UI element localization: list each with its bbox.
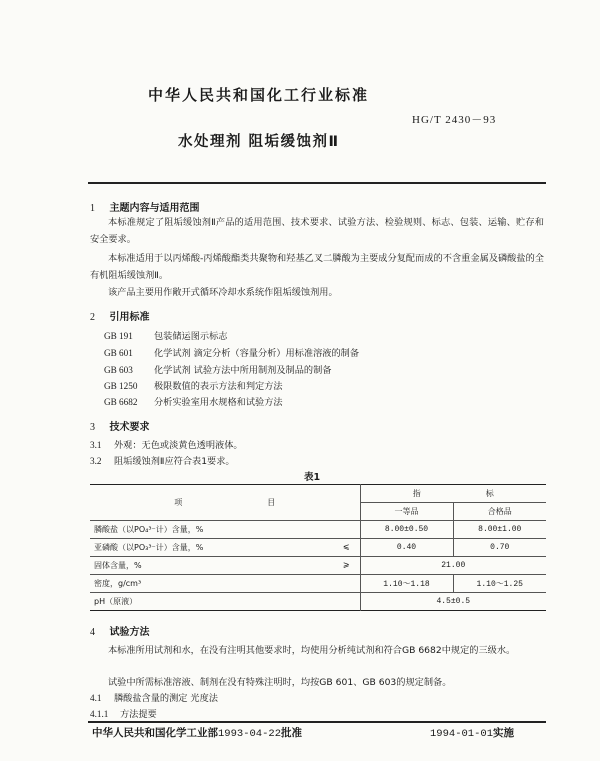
table-header-row bbox=[90, 485, 546, 503]
section-2-title: 引用标准 bbox=[109, 312, 150, 323]
footer-rule bbox=[88, 721, 546, 723]
reference-item bbox=[104, 345, 359, 359]
clause-number: 4.1 bbox=[90, 693, 102, 703]
clause-4-1-1 bbox=[90, 706, 157, 720]
row-value-first: 8.00±0.50 bbox=[360, 521, 453, 539]
header-index bbox=[360, 485, 546, 503]
clause-text: 外观：无色或淡黄色透明液体。 bbox=[114, 440, 243, 451]
clause-number: 3.1 bbox=[90, 440, 102, 450]
row-item-label: 固体含量，% bbox=[94, 561, 142, 570]
approve-date: 1993-04-22 bbox=[218, 728, 282, 740]
document-title: 水处理剂 阻垢缓蚀剂Ⅱ bbox=[178, 134, 340, 150]
clause-number: 3.2 bbox=[90, 456, 102, 466]
implementation-date: 1994-01-01 bbox=[430, 728, 494, 740]
header-grade-first: 一等品 bbox=[360, 503, 453, 521]
row-item bbox=[90, 521, 360, 539]
table-row bbox=[90, 593, 546, 611]
row-item-label: 密度，g/cm³ bbox=[94, 579, 142, 588]
section-4-title: 试验方法 bbox=[109, 627, 150, 638]
section-2-heading bbox=[90, 308, 149, 323]
section-1-heading bbox=[90, 199, 199, 214]
section-2-number: 2 bbox=[90, 312, 95, 323]
table-row bbox=[90, 539, 546, 557]
section-4-heading bbox=[90, 623, 149, 638]
row-item bbox=[90, 593, 360, 611]
header-item-part2: 目 bbox=[267, 498, 276, 507]
row-value-qualified: 0.70 bbox=[453, 539, 546, 557]
clause-3-2 bbox=[90, 453, 235, 467]
section-1-para-1: 本标准规定了阻垢缓蚀剂Ⅱ产品的适用范围、技术要求、试验方法、检验规则、标志、包装、运输、贮存和安全要求。 bbox=[90, 217, 544, 245]
table-row bbox=[90, 557, 546, 575]
row-item-label: 亚磷酸（以PO₃³⁻计）含量，% bbox=[94, 543, 204, 552]
section-4-number: 4 bbox=[90, 627, 95, 638]
reference-title: 包装储运图示标志 bbox=[154, 331, 228, 342]
row-item bbox=[90, 557, 360, 575]
row-item bbox=[90, 539, 360, 557]
spec-table bbox=[90, 484, 546, 611]
row-operator: ⩽ bbox=[342, 542, 350, 551]
table-row bbox=[90, 521, 546, 539]
footer-approval bbox=[92, 725, 302, 740]
reference-item bbox=[104, 362, 331, 376]
header-item bbox=[90, 485, 360, 521]
reference-code: GB 601 bbox=[104, 348, 133, 358]
clause-3-1 bbox=[90, 437, 243, 451]
clause-number: 4.1.1 bbox=[90, 709, 109, 719]
clause-4-1 bbox=[90, 690, 218, 704]
header-index-part1: 指 bbox=[412, 489, 421, 498]
clause-text: 阻垢缓蚀剂Ⅱ应符合表1要求。 bbox=[114, 456, 235, 467]
reference-code: GB 603 bbox=[104, 365, 133, 375]
section-4-para-2: 试验中所需标准溶液、制剂在没有特殊注明时，均按GB 601、GB 603的规定制备。 bbox=[108, 677, 452, 688]
reference-title: 分析实验室用水规格和试验方法 bbox=[154, 397, 283, 408]
row-value-qualified: 1.10～1.25 bbox=[453, 575, 546, 593]
reference-title: 极限数值的表示方法和判定方法 bbox=[154, 381, 283, 392]
section-1-number: 1 bbox=[90, 203, 95, 214]
header-rule bbox=[88, 182, 546, 184]
reference-code: GB 191 bbox=[104, 331, 133, 341]
row-value-qualified: 8.00±1.00 bbox=[453, 521, 546, 539]
header-index-part2: 标 bbox=[485, 489, 494, 498]
table-caption: 表1 bbox=[304, 472, 321, 483]
clause-text: 方法提要 bbox=[120, 709, 157, 720]
issuer: 中华人民共和国化学工业部 bbox=[92, 727, 218, 739]
section-4-para-1: 本标准所用试剂和水，在没有注明其他要求时，均使用分析纯试剂和符合GB 6682中规定的三级水。 bbox=[108, 645, 516, 656]
row-item bbox=[90, 575, 360, 593]
reference-item bbox=[104, 378, 283, 392]
row-item-label: 膦酸盐（以PO₄³⁻计）含量，% bbox=[94, 525, 204, 534]
header-item-part1: 项 bbox=[174, 498, 183, 507]
row-operator: ⩾ bbox=[342, 560, 350, 569]
section-3-number: 3 bbox=[90, 422, 95, 433]
approve-label: 批准 bbox=[281, 727, 303, 739]
reference-title: 化学试剂 滴定分析（容量分析）用标准溶液的制备 bbox=[154, 348, 360, 359]
row-value-first: 0.40 bbox=[360, 539, 453, 557]
section-1-title: 主题内容与适用范围 bbox=[109, 203, 200, 214]
reference-code: GB 6682 bbox=[104, 397, 138, 407]
footer-implementation bbox=[430, 725, 514, 740]
reference-item bbox=[104, 328, 228, 342]
row-item-label: pH（原液） bbox=[94, 597, 138, 606]
row-value-first: 1.10～1.18 bbox=[360, 575, 453, 593]
section-1-para-2: 本标准适用于以丙烯酸-丙烯酸酯类共聚物和羟基乙叉二膦酸为主要成分复配而成的不含重金属及磷酸盐的全有机阻垢缓蚀剂Ⅱ。 bbox=[90, 253, 544, 281]
table-row bbox=[90, 575, 546, 593]
reference-item bbox=[104, 394, 283, 408]
section-3-heading bbox=[90, 418, 149, 433]
section-3-title: 技术要求 bbox=[109, 422, 150, 433]
row-value-merged: 21.00 bbox=[360, 557, 546, 575]
standard-title: 中华人民共和国化工行业标准 bbox=[148, 86, 370, 104]
header-grade-qualified: 合格品 bbox=[453, 503, 546, 521]
standard-number: HG/T 2430－93 bbox=[412, 114, 497, 126]
section-1-para-3: 该产品主要用作敞开式循环冷却水系统作阻垢缓蚀剂用。 bbox=[108, 287, 338, 298]
reference-code: GB 1250 bbox=[104, 381, 138, 391]
reference-title: 化学试剂 试验方法中所用制剂及制品的制备 bbox=[154, 365, 332, 376]
clause-text: 膦酸盐含量的测定 光度法 bbox=[114, 693, 218, 704]
row-value-merged: 4.5±0.5 bbox=[360, 593, 546, 611]
implementation-label: 实施 bbox=[493, 727, 515, 739]
